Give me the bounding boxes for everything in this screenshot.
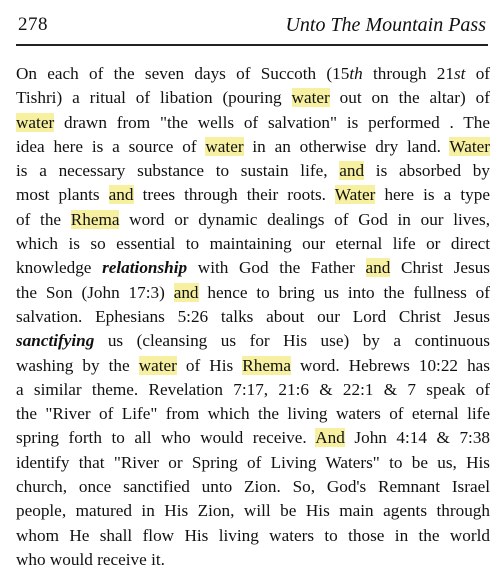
- text-run: spring forth to all who would receive.: [16, 428, 316, 448]
- highlighted-word: and: [173, 282, 199, 302]
- ordinal-suffix: th: [349, 64, 363, 83]
- text-run: Christ Jesus: [390, 258, 490, 278]
- text-line: [16, 305, 490, 329]
- highlighted-word: And: [315, 428, 345, 448]
- text-run: word or dynamic dealings of God in our lives,: [119, 209, 490, 229]
- ordinal-suffix: st: [453, 64, 466, 83]
- text-run: trees through their roots.: [133, 185, 335, 205]
- text-line: [16, 378, 490, 402]
- text-run: of: [465, 64, 491, 83]
- text-line: [16, 159, 490, 183]
- highlighted-word: and: [339, 161, 365, 181]
- text-run: most plants: [16, 185, 109, 205]
- text-run: washing by the: [16, 355, 139, 375]
- text-line: [16, 329, 490, 353]
- text-line: [16, 499, 490, 523]
- text-run: people, matured in His Zion, will be His main agents through: [16, 501, 490, 521]
- text-run: through 21: [362, 64, 454, 83]
- highlighted-word: Rhema: [70, 209, 120, 229]
- text-line: [16, 524, 490, 548]
- text-line: [16, 548, 490, 572]
- text-run: John 4:14 & 7:38: [344, 428, 491, 448]
- text-run: knowledge: [16, 258, 103, 278]
- highlighted-word: water: [16, 112, 55, 132]
- text-line: [16, 62, 490, 86]
- text-run: of the: [16, 209, 71, 229]
- text-run: the "River of Life" from which the living waters of eternal life: [16, 404, 490, 424]
- text-run: a similar theme. Revelation 7:17, 21:6 & 22:1 & 7 speak of: [16, 379, 490, 399]
- text-line: [16, 402, 490, 426]
- text-run: salvation. Ephesians 5:26 talks about our Lord Christ Jesus: [16, 306, 490, 326]
- page-number: 278: [18, 14, 48, 35]
- text-line: [16, 354, 490, 378]
- highlighted-word: water: [138, 355, 177, 375]
- text-run: Tishri) a ritual of libation (pouring: [16, 88, 292, 108]
- text-line: [16, 281, 490, 305]
- highlighted-word: and: [365, 258, 391, 278]
- text-line: [16, 111, 490, 135]
- text-run: the Son (John 17:3): [16, 282, 174, 302]
- text-run: drawn from "the wells of salvation" is performed . The: [54, 112, 490, 132]
- text-run: with God the Father: [187, 258, 366, 278]
- emphasized-word: relationship: [102, 258, 188, 278]
- text-run: us (cleansing us for His use) by a continuous: [94, 331, 490, 351]
- text-run: church, once sanctified unto Zion. So, God's Remnant Israel: [16, 477, 490, 497]
- highlighted-word: and: [108, 185, 134, 205]
- highlighted-word: water: [291, 88, 330, 108]
- text-run: here is a type: [375, 185, 490, 205]
- highlighted-word: Water: [449, 136, 490, 156]
- text-run: On each of the seven days of Succoth (15: [16, 64, 350, 83]
- highlighted-word: Water: [334, 185, 376, 205]
- text-run: word. Hebrews 10:22 has: [290, 355, 490, 375]
- text-run: whom He shall flow His living waters to those in the world: [16, 525, 490, 545]
- text-line: [16, 451, 490, 475]
- highlighted-word: Rhema: [242, 355, 291, 375]
- text-line: [16, 475, 490, 499]
- text-run: is absorbed by: [364, 161, 490, 181]
- running-title: Unto The Mountain Pass: [285, 14, 486, 36]
- text-run: out on the altar) of: [329, 88, 490, 108]
- emphasized-word: sanctifying: [16, 331, 95, 351]
- text-run: who would receive it.: [16, 549, 165, 569]
- text-run: idea here is a source of: [16, 136, 206, 156]
- text-line: [16, 183, 490, 207]
- header-rule: [16, 44, 488, 46]
- text-run: is a necessary substance to sustain life,: [16, 161, 340, 181]
- text-line: [16, 86, 490, 110]
- text-run: identify that "River or Spring of Living Waters" to be us, His: [16, 452, 490, 472]
- text-line: [16, 426, 490, 450]
- text-run: of His: [176, 355, 243, 375]
- page-header: [18, 8, 486, 38]
- text-run: hence to bring us into the fullness of: [198, 282, 491, 302]
- text-line: [16, 232, 490, 256]
- highlighted-word: water: [205, 136, 244, 156]
- text-line: [16, 256, 490, 280]
- text-line: [16, 208, 490, 232]
- text-line: [16, 135, 490, 159]
- text-run: in an otherwise dry land.: [243, 136, 450, 156]
- text-run: which is so essential to maintaining our eternal life or direct: [16, 234, 490, 254]
- body-paragraph: [16, 62, 490, 572]
